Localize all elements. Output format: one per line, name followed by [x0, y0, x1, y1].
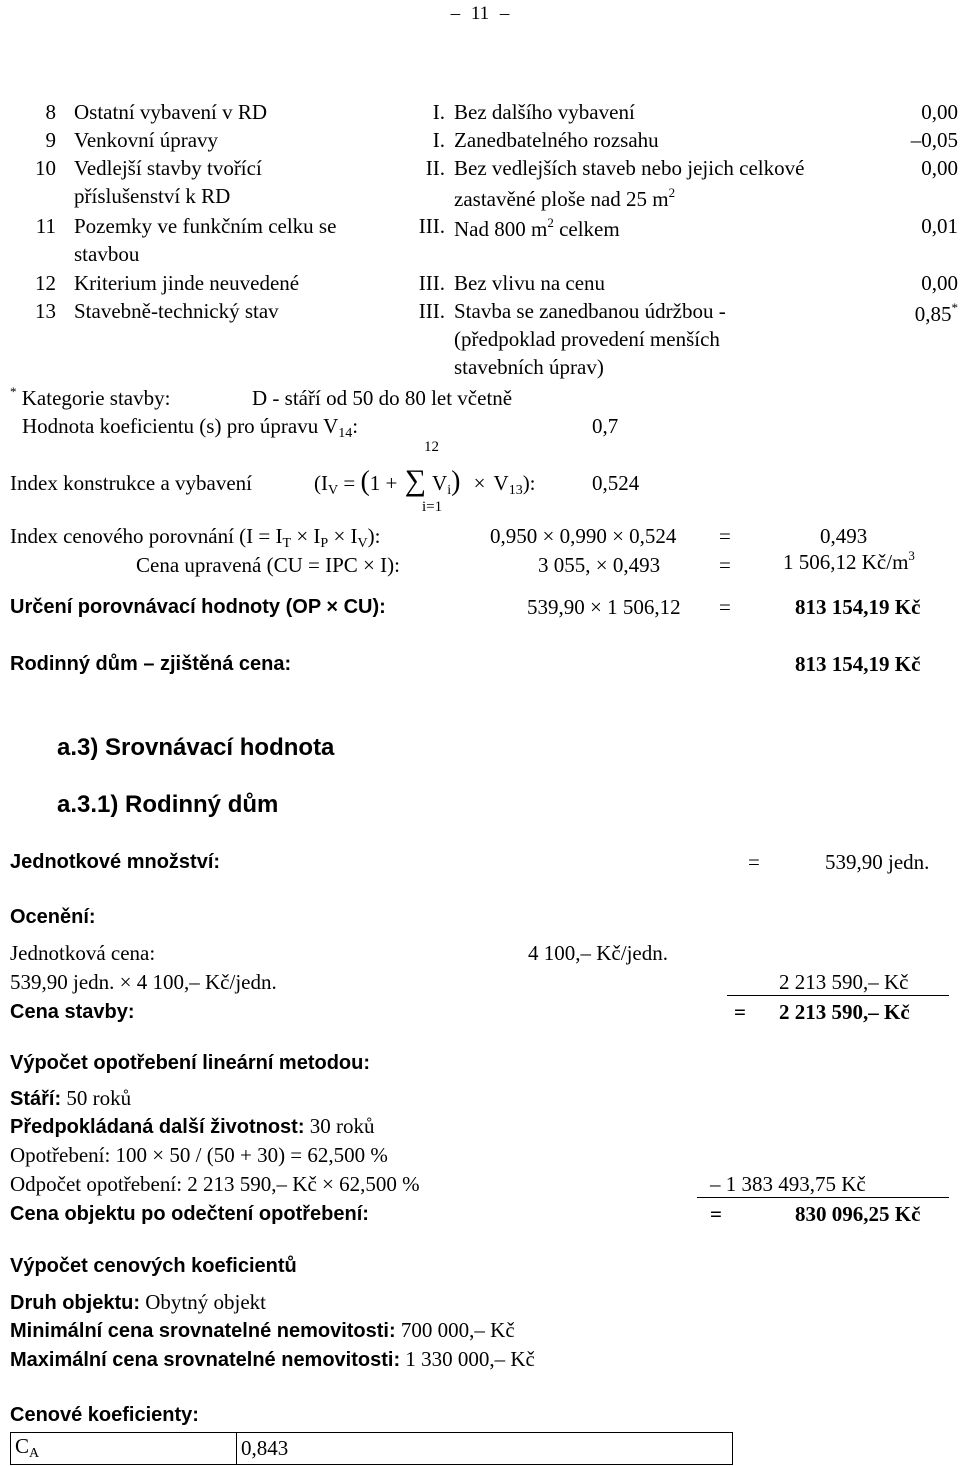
equals-sign: = [719, 595, 731, 619]
row-name: Vedlejší stavby tvořící [74, 156, 262, 180]
odpocet-value: – 1 383 493,75 Kč [710, 1172, 866, 1196]
cena-objektu-value: 830 096,25 Kč [795, 1202, 921, 1226]
cena-objektu-label: Cena objektu po odečtení opotřebení: [10, 1203, 369, 1225]
header-dash: – [499, 3, 510, 24]
row-description-text: Bez vedlejších staveb nebo jejich celkové [454, 156, 805, 180]
row-value-text: 0,85 [914, 302, 952, 326]
row-value-text: 0,00 [921, 100, 958, 124]
footnote-star: * [10, 384, 17, 399]
cenove-koef-title: Cenové koeficienty: [10, 1404, 199, 1426]
sum-upper-limit: 12 [424, 439, 439, 455]
equals-sign: = [748, 850, 760, 874]
cena-upravena-label: Cena upravená (CU = IPC × I): [136, 553, 400, 577]
row-number: 12 [35, 271, 56, 295]
sum-lower-limit: i=1 [422, 499, 443, 515]
rodinny-cena-label: Rodinný dům – zjištěná cena: [10, 653, 292, 675]
divider [727, 995, 949, 996]
row-number: 11 [35, 214, 56, 238]
row-number: 9 [45, 128, 56, 152]
equals-sign: = [719, 553, 731, 577]
row-description [454, 273, 605, 294]
index-konstrukce-formula: ($I_V = (1$ + ∑ $V_i) \times V_{13}$): [314, 464, 536, 498]
row-number: 13 [35, 299, 56, 323]
oceneni-calc-value: 2 213 590,– Kč [779, 970, 909, 994]
footnote-star: * [951, 300, 958, 315]
row-description [454, 130, 659, 151]
jednotkove-value: 539,90 jedn. [825, 850, 930, 874]
row-category: III. [418, 214, 445, 238]
row-name: Stavebně-technický stav [74, 299, 279, 323]
row-description-text: Bez vlivu na cenu [454, 271, 606, 295]
oceneni-calc-label: 539,90 jedn. × 4 100,– Kč/jedn. [10, 970, 277, 994]
coefficient-table [10, 1432, 733, 1465]
row-category: I. [432, 100, 445, 124]
category-value: D - stáří od 50 do 80 let včetně [252, 386, 513, 410]
row-name-cont: příslušenství k RD [74, 184, 231, 208]
coefficient-label: Hodnota koeficientu (s) pro úpravu $V_{14}$: [22, 414, 359, 441]
superscript: 2 [668, 185, 676, 200]
urceni-result: 813 154,19 Kč [795, 595, 921, 619]
equals-sign: = [719, 524, 731, 548]
row-description-cont: stavebních úprav) [454, 355, 604, 379]
index-konstrukce-value: 0,524 [592, 471, 640, 495]
equals-sign: = [734, 1000, 746, 1024]
row-description-tail: celkem [553, 217, 620, 241]
row-description [454, 102, 635, 123]
category-label: Kategorie stavby: [21, 386, 171, 410]
coefficient-name: $C_A$ [11, 1433, 237, 1465]
page-number: 11 [470, 3, 490, 24]
stari-row: Stáří: 50 roků [10, 1086, 132, 1110]
min-cena-row: Minimální cena srovnatelné nemovitosti: 700 000,– Kč [10, 1318, 515, 1342]
rodinny-cena-result: 813 154,19 Kč [795, 652, 921, 676]
cena-upravena-calc: 3 055, × 0,493 [538, 553, 661, 577]
section-heading-a3: a.3) Srovnávací hodnota [57, 734, 335, 761]
row-description [454, 216, 620, 240]
oceneni-title: Ocenění: [10, 906, 96, 928]
superscript: 2 [547, 215, 554, 230]
row-number: 8 [45, 100, 56, 124]
row-name: Venkovní úpravy [74, 128, 219, 152]
section-heading-a31: a.3.1) Rodinný dům [57, 791, 279, 818]
row-description-text: zastavěné ploše nad 25 m [454, 187, 669, 211]
cena-stavby-label: Cena stavby: [10, 1001, 135, 1023]
row-value-text: –0,05 [910, 128, 958, 152]
row-description-text: Bez dalšího vybavení [454, 100, 635, 124]
row-category: I. [432, 128, 445, 152]
row-value [850, 301, 958, 325]
row-description [454, 158, 804, 179]
row-name: Kriterium jinde neuvedené [74, 271, 300, 295]
row-value [850, 158, 958, 179]
urceni-calc: 539,90 × 1 506,12 [527, 595, 681, 619]
row-description-text: Nad 800 m [454, 217, 548, 241]
koeficienty-title: Výpočet cenových koeficientů [10, 1255, 297, 1277]
row-value [850, 273, 958, 294]
row-name-cont: stavbou [74, 242, 140, 266]
zivotnost-row: Předpokládaná další životnost: 30 roků [10, 1114, 375, 1138]
cena-stavby-value: 2 213 590,– Kč [779, 1000, 910, 1024]
row-value-text: 0,00 [921, 271, 958, 295]
row-value [850, 130, 958, 151]
index-cenoveho-result: 0,493 [820, 524, 868, 548]
row-value [850, 102, 958, 123]
row-category: II. [425, 156, 445, 180]
row-number: 10 [35, 156, 56, 180]
cena-upravena-result: 1 506,12 $Kč/m^3$ [783, 548, 915, 574]
page-header [427, 4, 533, 23]
row-description-text: Zanedbatelného rozsahu [454, 128, 659, 152]
category-row [10, 385, 170, 409]
urceni-label: Určení porovnávací hodnoty (OP × CU): [10, 596, 386, 618]
jednotkove-label: Jednotkové množství: [10, 851, 221, 873]
opotrebeni-calc: Opotřebení: 100 × 50 / (50 + 30) = 62,500 % [10, 1143, 388, 1167]
jednotkova-cena-value: 4 100,– Kč/jedn. [528, 941, 668, 965]
opotrebeni-title: Výpočet opotřebení lineární metodou: [10, 1052, 371, 1074]
druh-row: Druh objektu: Obytný objekt [10, 1290, 266, 1314]
row-category: III. [418, 299, 445, 323]
index-cenoveho-calc: 0,950 × 0,990 × 0,524 [490, 524, 677, 548]
row-category: III. [418, 271, 445, 295]
row-value-text: 0,01 [921, 214, 958, 238]
row-description-cont [454, 186, 675, 210]
odpocet-label: Odpočet opotřebení: 2 213 590,– Kč × 62,500 % [10, 1172, 420, 1196]
max-cena-row: Maximální cena srovnatelné nemovitosti: 1 330 000,– Kč [10, 1347, 535, 1371]
equals-sign: = [710, 1202, 722, 1226]
table-row [11, 1433, 733, 1465]
coefficient-value: 0,843 [237, 1433, 733, 1465]
row-description-cont [454, 329, 720, 350]
row-value-text: 0,00 [921, 156, 958, 180]
index-cenoveho-label: Index cenového porovnání $(I = I_T \times I_P \times I_V)$: [10, 524, 381, 551]
row-description-text: (předpoklad provedení menších [454, 327, 720, 351]
sigma-symbol: ∑ [404, 464, 427, 497]
row-description [454, 301, 726, 322]
row-name: Ostatní vybavení v RD [74, 100, 268, 124]
row-name: Pozemky ve funkčním celku se [74, 214, 337, 238]
row-description-text: Stavba se zanedbanou údržbou - [454, 299, 726, 323]
coefficient-value: 0,7 [592, 414, 619, 438]
header-dash: – [450, 3, 461, 24]
index-konstrukce-label: Index konstrukce a vybavení [10, 471, 253, 495]
row-value [850, 216, 958, 237]
jednotkova-cena-label: Jednotková cena: [10, 941, 156, 965]
divider [697, 1197, 949, 1198]
